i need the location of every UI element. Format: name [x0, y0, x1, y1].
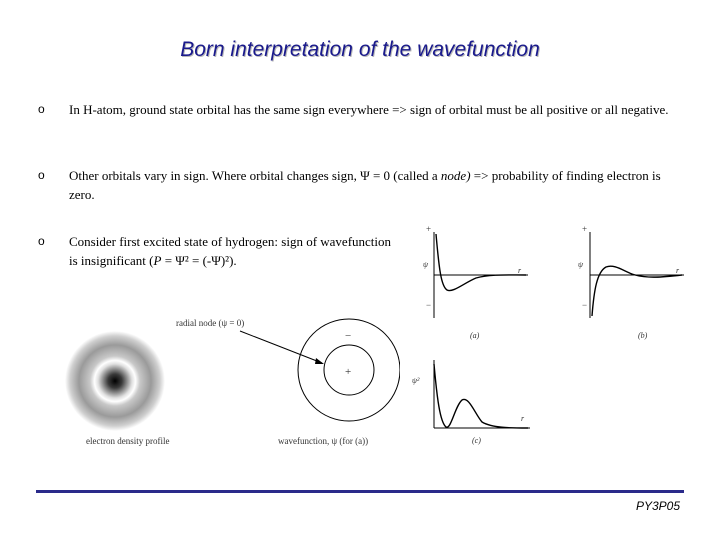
bullet-marker: o: [38, 168, 45, 182]
electron-density-label: electron density profile: [86, 436, 170, 446]
bullet-2-text: Other orbitals vary in sign. Where orbital changes sign, Ψ = 0 (called a node) => probability of finding electron is zero.: [69, 168, 661, 202]
plot-a-ylabel: ψ: [423, 260, 428, 269]
bullet-marker: o: [38, 234, 45, 248]
footer-divider: [36, 490, 684, 493]
plot-a: [420, 228, 530, 324]
plot-c-xlabel: r: [521, 414, 525, 423]
slide-code: PY3P05: [635, 499, 680, 513]
plot-c-caption: (c): [472, 436, 481, 445]
plot-c-curve: [434, 364, 528, 428]
plot-b-ylabel: ψ: [578, 260, 583, 269]
plot-c-ylabel: ψ²: [412, 376, 420, 385]
bullet-1-text: In H-atom, ground state orbital has the same sign everywhere => sign of orbital must be all positive or all negative.: [69, 102, 669, 117]
plot-b-bottom-sign: −: [582, 300, 588, 310]
plot-b-caption: (b): [638, 331, 648, 340]
bullet-marker: o: [38, 102, 45, 116]
radial-node-label: radial node (ψ = 0): [176, 318, 245, 328]
slide-title: Born interpretation of the wavefunction: [180, 38, 540, 61]
wavefunction-label: wavefunction, ψ (for (a)): [278, 436, 369, 446]
plot-a-caption: (a): [470, 331, 480, 340]
plot-b-top-sign: +: [582, 224, 588, 234]
plot-a-bottom-sign: −: [426, 300, 432, 310]
plot-c: [420, 358, 532, 432]
plus-sign: +: [345, 366, 352, 378]
plot-b-xlabel: r: [676, 266, 680, 275]
bullet-3-text: Consider first excited state of hydrogen: sign of wavefunction is insignificant (P = Ψ² = (-Ψ)²).: [69, 234, 392, 268]
plot-a-curve: [436, 234, 526, 291]
electron-density-blob: [65, 331, 165, 431]
radial-node-pointer: [240, 331, 322, 363]
plot-b: [576, 228, 686, 324]
plot-a-top-sign: +: [426, 224, 432, 234]
plot-b-curve: [592, 266, 682, 316]
minus-sign: −: [345, 330, 352, 342]
plot-a-xlabel: r: [518, 266, 522, 275]
